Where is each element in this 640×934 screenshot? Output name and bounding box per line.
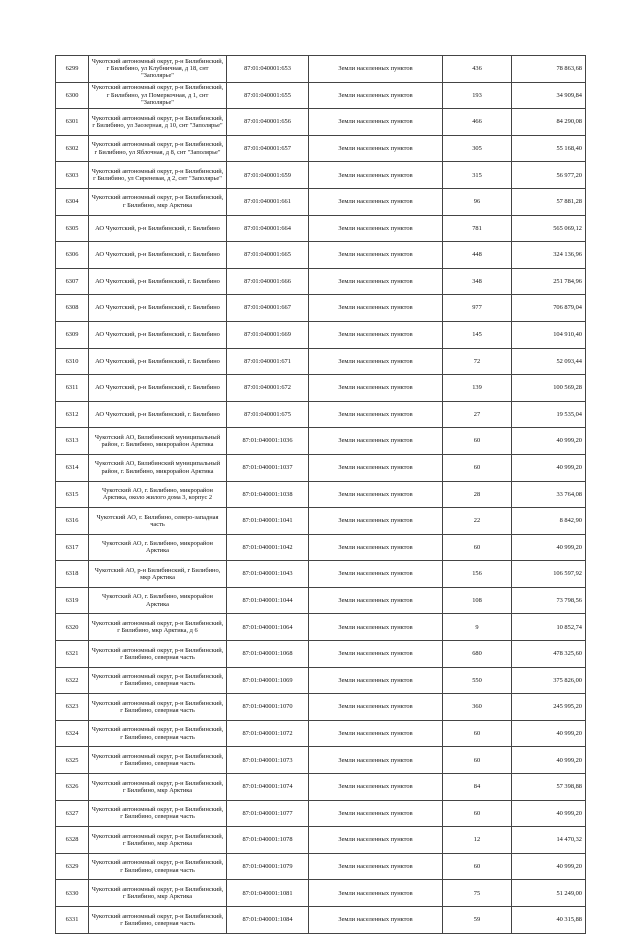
table-row [56, 587, 586, 614]
address-cell: Чукотский автономный округ, р-н Билибинский, г Билибино, северная часть [89, 907, 227, 934]
row-number: 6331 [56, 907, 89, 934]
row-number: 6326 [56, 774, 89, 801]
row-number: 6327 [56, 800, 89, 827]
cadastral-number-cell: 87:01:040001:1038 [227, 481, 309, 508]
land-category-cell: Земли населенных пунктов [309, 481, 443, 508]
area-cell: 75 [443, 880, 512, 907]
land-category-cell: Земли населенных пунктов [309, 880, 443, 907]
area-cell: 27 [443, 401, 512, 428]
area-cell: 680 [443, 641, 512, 668]
cadastral-number-cell: 87:01:040001:1072 [227, 720, 309, 747]
row-number: 6323 [56, 694, 89, 721]
row-number: 6328 [56, 827, 89, 854]
area-cell: 781 [443, 215, 512, 242]
cadastral-number-cell: 87:01:040001:666 [227, 268, 309, 295]
area-cell: 348 [443, 268, 512, 295]
area-cell: 193 [443, 82, 512, 109]
table-row [56, 534, 586, 561]
address-cell: Чукотский автономный округ, р-н Билибинский, г Билибино, северная часть [89, 641, 227, 668]
land-category-cell: Земли населенных пунктов [309, 82, 443, 109]
area-cell: 60 [443, 428, 512, 455]
cadastral-number-cell: 87:01:040001:1084 [227, 907, 309, 934]
area-cell: 12 [443, 827, 512, 854]
area-cell: 84 [443, 774, 512, 801]
row-number: 6313 [56, 428, 89, 455]
address-cell: Чукотский автономный округ, р-н Билибинский, г Билибино, северная часть [89, 720, 227, 747]
table-row [56, 641, 586, 668]
land-category-cell: Земли населенных пунктов [309, 907, 443, 934]
table-row [56, 694, 586, 721]
address-cell: Чукотский автономный округ, р-н Билибинский, г Билибино, северная часть [89, 694, 227, 721]
cadastral-number-cell: 87:01:040001:1068 [227, 641, 309, 668]
table-row [56, 135, 586, 162]
address-cell: АО Чукотский, р-н Билибинский, г. Билибино [89, 295, 227, 322]
address-cell: Чукотский АО, Билибинский муниципальный район, г. Билибино, микрорайон Арктика [89, 454, 227, 481]
cadastral-value-cell: 52 093,44 [512, 348, 586, 375]
cadastral-number-cell: 87:01:040001:1079 [227, 853, 309, 880]
address-cell: Чукотский автономный округ, р-н Билибинский, г Билибино, мкр Арктика [89, 827, 227, 854]
row-number: 6314 [56, 454, 89, 481]
table-row [56, 109, 586, 136]
cadastral-value-cell: 34 909,84 [512, 82, 586, 109]
cadastral-value-cell: 8 842,90 [512, 508, 586, 535]
area-cell: 139 [443, 375, 512, 402]
area-cell: 9 [443, 614, 512, 641]
row-number: 6302 [56, 135, 89, 162]
row-number: 6312 [56, 401, 89, 428]
cadastral-value-cell: 40 999,20 [512, 534, 586, 561]
area-cell: 22 [443, 508, 512, 535]
cadastral-number-cell: 87:01:040001:659 [227, 162, 309, 189]
area-cell: 305 [443, 135, 512, 162]
cadastral-number-cell: 87:01:040001:667 [227, 295, 309, 322]
row-number: 6325 [56, 747, 89, 774]
address-cell: Чукотский АО, г. Билибино, микрорайон Арктика, около жилого дома 3, корпус 2 [89, 481, 227, 508]
land-category-cell: Земли населенных пунктов [309, 641, 443, 668]
address-cell: Чукотский автономный округ, р-н Билибинский, г Билибино, ул Заозерная, д 10, снт "Заполярье" [89, 109, 227, 136]
table-row [56, 667, 586, 694]
address-cell: Чукотский АО, г. Билибино, микрорайон Арктика [89, 534, 227, 561]
address-cell: Чукотский автономный округ, р-н Билибинский, г Билибино, мкр Арктика [89, 880, 227, 907]
address-cell: АО Чукотский, р-н Билибинский, г. Билибино [89, 321, 227, 348]
row-number: 6321 [56, 641, 89, 668]
table-row [56, 720, 586, 747]
table-row [56, 880, 586, 907]
row-number: 6318 [56, 561, 89, 588]
row-number: 6320 [56, 614, 89, 641]
address-cell: Чукотский автономный округ, р-н Билибинский, г Билибино, ул Яблочная, д 8, снт "Заполярье" [89, 135, 227, 162]
row-number: 6299 [56, 56, 89, 83]
cadastral-number-cell: 87:01:040001:1043 [227, 561, 309, 588]
cadastral-value-cell: 84 290,08 [512, 109, 586, 136]
address-cell: Чукотский АО, г. Билибино, северо-западная часть [89, 508, 227, 535]
row-number: 6317 [56, 534, 89, 561]
row-number: 6316 [56, 508, 89, 535]
row-number: 6309 [56, 321, 89, 348]
address-cell: Чукотский автономный округ, р-н Билибинский, г Билибино, мкр Арктика [89, 774, 227, 801]
land-category-cell: Земли населенных пунктов [309, 720, 443, 747]
table-row [56, 561, 586, 588]
address-cell: АО Чукотский, р-н Билибинский, г. Билибино [89, 268, 227, 295]
document-page [55, 55, 585, 934]
cadastral-value-cell: 478 325,60 [512, 641, 586, 668]
address-cell: Чукотский АО, Билибинский муниципальный район, г. Билибино, микрорайон Арктика [89, 428, 227, 455]
land-category-cell: Земли населенных пунктов [309, 109, 443, 136]
row-number: 6319 [56, 587, 89, 614]
address-cell: Чукотский автономный округ, р-н Билибинский, г Билибино, ул Померкочная, д 1, снт "Заполярье" [89, 82, 227, 109]
land-category-cell: Земли населенных пунктов [309, 215, 443, 242]
area-cell: 96 [443, 188, 512, 215]
table-row [56, 82, 586, 109]
address-cell: АО Чукотский, р-н Билибинский, г. Билибино [89, 242, 227, 269]
area-cell: 60 [443, 747, 512, 774]
area-cell: 60 [443, 534, 512, 561]
row-number: 6305 [56, 215, 89, 242]
cadastral-number-cell: 87:01:040001:1073 [227, 747, 309, 774]
cadastral-number-cell: 87:01:040001:1042 [227, 534, 309, 561]
cadastral-number-cell: 87:01:040001:1074 [227, 774, 309, 801]
cadastral-value-cell: 73 798,56 [512, 587, 586, 614]
land-category-cell: Земли населенных пунктов [309, 375, 443, 402]
row-number: 6310 [56, 348, 89, 375]
land-category-cell: Земли населенных пунктов [309, 800, 443, 827]
table-row [56, 907, 586, 934]
table-row [56, 508, 586, 535]
cadastral-number-cell: 87:01:040001:1078 [227, 827, 309, 854]
cadastral-value-cell: 55 168,40 [512, 135, 586, 162]
table-row [56, 614, 586, 641]
cadastral-value-cell: 40 999,20 [512, 454, 586, 481]
cadastral-value-cell: 10 852,74 [512, 614, 586, 641]
area-cell: 315 [443, 162, 512, 189]
address-cell: Чукотский автономный округ, р-н Билибинский, г Билибино, северная часть [89, 853, 227, 880]
area-cell: 28 [443, 481, 512, 508]
address-cell: АО Чукотский, р-н Билибинский, г. Билибино [89, 348, 227, 375]
cadastral-number-cell: 87:01:040001:661 [227, 188, 309, 215]
land-category-cell: Земли населенных пунктов [309, 135, 443, 162]
table-row [56, 853, 586, 880]
land-plots-table [55, 55, 586, 934]
cadastral-value-cell: 251 784,96 [512, 268, 586, 295]
address-cell: АО Чукотский, р-н Билибинский, г. Билибино [89, 375, 227, 402]
cadastral-number-cell: 87:01:040001:671 [227, 348, 309, 375]
table-row [56, 295, 586, 322]
table-row [56, 401, 586, 428]
land-category-cell: Земли населенных пунктов [309, 587, 443, 614]
land-category-cell: Земли населенных пунктов [309, 295, 443, 322]
address-cell: Чукотский автономный округ, р-н Билибинский, г Билибино, мкр Арктика, д 6 [89, 614, 227, 641]
cadastral-value-cell: 57 398,88 [512, 774, 586, 801]
row-number: 6304 [56, 188, 89, 215]
cadastral-value-cell: 56 977,20 [512, 162, 586, 189]
cadastral-value-cell: 40 315,88 [512, 907, 586, 934]
cadastral-number-cell: 87:01:040001:656 [227, 109, 309, 136]
land-category-cell: Земли населенных пунктов [309, 667, 443, 694]
table-row [56, 481, 586, 508]
row-number: 6300 [56, 82, 89, 109]
row-number: 6311 [56, 375, 89, 402]
area-cell: 977 [443, 295, 512, 322]
cadastral-number-cell: 87:01:040001:1036 [227, 428, 309, 455]
cadastral-number-cell: 87:01:040001:665 [227, 242, 309, 269]
land-category-cell: Земли населенных пунктов [309, 428, 443, 455]
area-cell: 108 [443, 587, 512, 614]
table-row [56, 215, 586, 242]
area-cell: 60 [443, 853, 512, 880]
address-cell: Чукотский автономный округ, р-н Билибинский, г Билибино, северная часть [89, 747, 227, 774]
land-category-cell: Земли населенных пунктов [309, 853, 443, 880]
land-category-cell: Земли населенных пунктов [309, 747, 443, 774]
address-cell: Чукотский АО, г. Билибино, микрорайон Арктика [89, 587, 227, 614]
cadastral-value-cell: 19 535,04 [512, 401, 586, 428]
area-cell: 145 [443, 321, 512, 348]
cadastral-value-cell: 706 879,04 [512, 295, 586, 322]
cadastral-number-cell: 87:01:040001:1077 [227, 800, 309, 827]
table-row [56, 454, 586, 481]
row-number: 6307 [56, 268, 89, 295]
cadastral-number-cell: 87:01:040001:675 [227, 401, 309, 428]
row-number: 6308 [56, 295, 89, 322]
cadastral-value-cell: 106 597,92 [512, 561, 586, 588]
cadastral-number-cell: 87:01:040001:1041 [227, 508, 309, 535]
land-category-cell: Земли населенных пунктов [309, 268, 443, 295]
row-number: 6301 [56, 109, 89, 136]
cadastral-number-cell: 87:01:040001:1069 [227, 667, 309, 694]
address-cell: Чукотский автономный округ, р-н Билибинский, г Билибино, ул Сиреневая, д 2, снт "Заполярье" [89, 162, 227, 189]
area-cell: 550 [443, 667, 512, 694]
land-category-cell: Земли населенных пунктов [309, 827, 443, 854]
row-number: 6315 [56, 481, 89, 508]
table-row [56, 375, 586, 402]
table-row [56, 800, 586, 827]
cadastral-number-cell: 87:01:040001:653 [227, 56, 309, 83]
row-number: 6330 [56, 880, 89, 907]
area-cell: 59 [443, 907, 512, 934]
cadastral-value-cell: 78 863,68 [512, 56, 586, 83]
cadastral-value-cell: 104 910,40 [512, 321, 586, 348]
land-category-cell: Земли населенных пунктов [309, 454, 443, 481]
table-row [56, 268, 586, 295]
row-number: 6322 [56, 667, 89, 694]
area-cell: 448 [443, 242, 512, 269]
land-category-cell: Земли населенных пунктов [309, 774, 443, 801]
land-category-cell: Земли населенных пунктов [309, 561, 443, 588]
land-category-cell: Земли населенных пунктов [309, 188, 443, 215]
cadastral-value-cell: 40 999,20 [512, 720, 586, 747]
area-cell: 466 [443, 109, 512, 136]
address-cell: Чукотский автономный округ, р-н Билибинский, г Билибино, северная часть [89, 800, 227, 827]
land-category-cell: Земли населенных пунктов [309, 162, 443, 189]
table-row [56, 162, 586, 189]
table-row [56, 56, 586, 83]
address-cell: Чукотский автономный округ, р-н Билибинский, г Билибино, ул Клубничная, д 18, снт "Заполярье" [89, 56, 227, 83]
cadastral-value-cell: 14 470,32 [512, 827, 586, 854]
table-row [56, 348, 586, 375]
cadastral-number-cell: 87:01:040001:669 [227, 321, 309, 348]
cadastral-number-cell: 87:01:040001:1070 [227, 694, 309, 721]
address-cell: Чукотский АО, р-н Билибинский, г Билибино, мкр Арктика [89, 561, 227, 588]
table-row [56, 827, 586, 854]
row-number: 6324 [56, 720, 89, 747]
cadastral-value-cell: 51 249,00 [512, 880, 586, 907]
land-category-cell: Земли населенных пунктов [309, 242, 443, 269]
cadastral-number-cell: 87:01:040001:657 [227, 135, 309, 162]
row-number: 6306 [56, 242, 89, 269]
cadastral-value-cell: 33 764,08 [512, 481, 586, 508]
cadastral-number-cell: 87:01:040001:1081 [227, 880, 309, 907]
cadastral-value-cell: 100 569,28 [512, 375, 586, 402]
table-row [56, 747, 586, 774]
land-category-cell: Земли населенных пунктов [309, 508, 443, 535]
land-category-cell: Земли населенных пунктов [309, 348, 443, 375]
area-cell: 60 [443, 454, 512, 481]
row-number: 6303 [56, 162, 89, 189]
address-cell: Чукотский автономный округ, р-н Билибинский, г Билибино, северная часть [89, 667, 227, 694]
cadastral-value-cell: 40 999,20 [512, 853, 586, 880]
table-row [56, 321, 586, 348]
cadastral-number-cell: 87:01:040001:1064 [227, 614, 309, 641]
land-category-cell: Земли населенных пунктов [309, 321, 443, 348]
table-body [56, 56, 586, 934]
cadastral-number-cell: 87:01:040001:672 [227, 375, 309, 402]
cadastral-value-cell: 324 136,96 [512, 242, 586, 269]
address-cell: АО Чукотский, р-н Билибинский, г. Билибино [89, 401, 227, 428]
cadastral-number-cell: 87:01:040001:1037 [227, 454, 309, 481]
address-cell: АО Чукотский, р-н Билибинский, г. Билибино [89, 215, 227, 242]
cadastral-value-cell: 375 826,00 [512, 667, 586, 694]
land-category-cell: Земли населенных пунктов [309, 401, 443, 428]
row-number: 6329 [56, 853, 89, 880]
table-row [56, 774, 586, 801]
area-cell: 436 [443, 56, 512, 83]
cadastral-value-cell: 245 995,20 [512, 694, 586, 721]
land-category-cell: Земли населенных пунктов [309, 534, 443, 561]
cadastral-value-cell: 565 069,12 [512, 215, 586, 242]
cadastral-number-cell: 87:01:040001:655 [227, 82, 309, 109]
cadastral-value-cell: 57 881,28 [512, 188, 586, 215]
area-cell: 72 [443, 348, 512, 375]
area-cell: 156 [443, 561, 512, 588]
cadastral-number-cell: 87:01:040001:664 [227, 215, 309, 242]
land-category-cell: Земли населенных пунктов [309, 614, 443, 641]
table-row [56, 428, 586, 455]
land-category-cell: Земли населенных пунктов [309, 56, 443, 83]
cadastral-value-cell: 40 999,20 [512, 747, 586, 774]
address-cell: Чукотский автономный округ, р-н Билибинский, г Билибино, мкр Арктика [89, 188, 227, 215]
cadastral-number-cell: 87:01:040001:1044 [227, 587, 309, 614]
land-category-cell: Земли населенных пунктов [309, 694, 443, 721]
cadastral-value-cell: 40 999,20 [512, 800, 586, 827]
area-cell: 360 [443, 694, 512, 721]
table-row [56, 242, 586, 269]
cadastral-value-cell: 40 999,20 [512, 428, 586, 455]
area-cell: 60 [443, 800, 512, 827]
area-cell: 60 [443, 720, 512, 747]
table-row [56, 188, 586, 215]
